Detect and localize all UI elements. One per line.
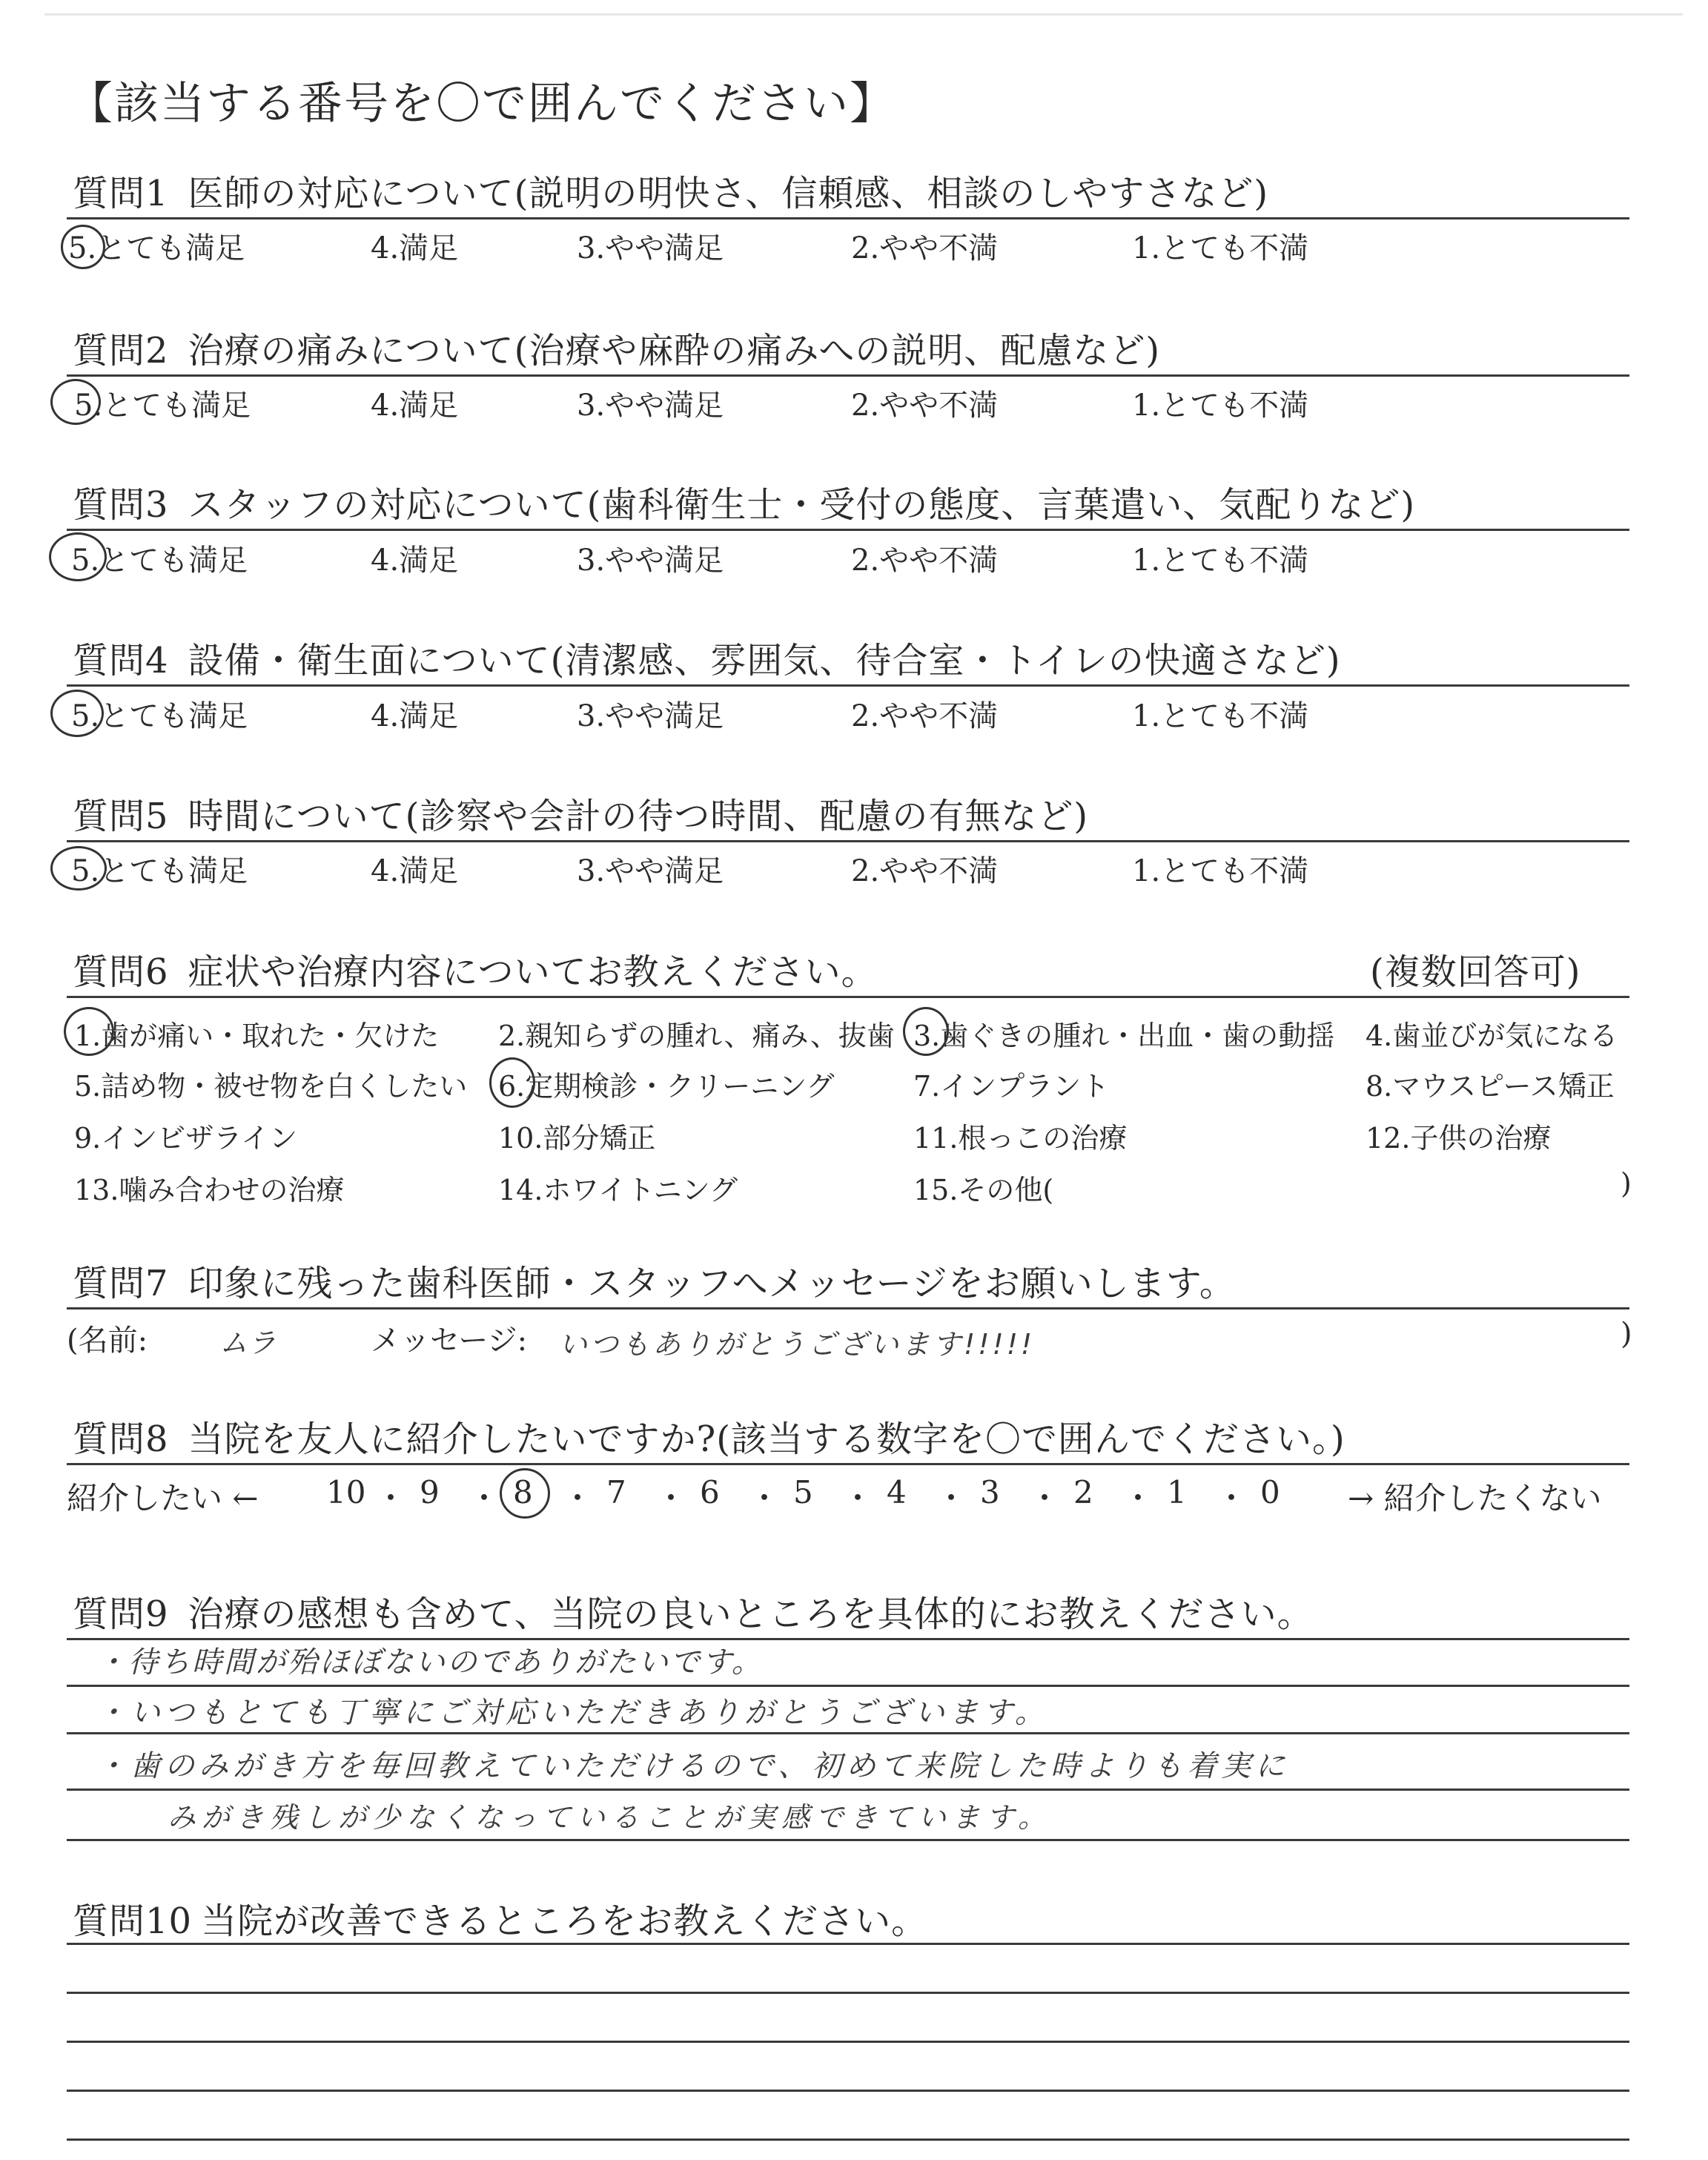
question-5-heading bbox=[73, 787, 1088, 839]
option-somewhat-satisfied[interactable]: 3.やや満足 bbox=[577, 389, 724, 423]
symptom-option-3[interactable]: 3.歯ぐきの腫れ・出血・歯の動揺 bbox=[913, 1020, 1335, 1052]
selection-circle bbox=[50, 690, 104, 737]
selection-circle bbox=[50, 846, 107, 891]
option-satisfied[interactable]: 4.満足 bbox=[371, 231, 459, 265]
question-7-rule bbox=[67, 1307, 1629, 1309]
symptom-option-9[interactable]: 9.インビザライン bbox=[74, 1122, 298, 1155]
question-3-heading bbox=[73, 476, 1415, 527]
option-very-dissatisfied[interactable]: 1.とても不満 bbox=[1132, 389, 1309, 423]
question-number: 質問3 bbox=[73, 484, 169, 526]
question-4-options bbox=[0, 693, 1708, 737]
question-5-rule bbox=[67, 840, 1629, 842]
scale-separator: ・ bbox=[655, 1480, 687, 1516]
option-satisfied[interactable]: 4.満足 bbox=[371, 544, 459, 578]
scale-value-3[interactable]: 3 bbox=[980, 1474, 1000, 1510]
question-text: 治療の痛みについて(治療や麻酔の痛みへの説明、配慮など) bbox=[188, 330, 1161, 371]
option-satisfied[interactable]: 4.満足 bbox=[371, 854, 459, 888]
question-text: 当院が改善できるところをお教えください。 bbox=[201, 1900, 928, 1942]
answer-line bbox=[67, 1685, 1629, 1687]
question-1-heading bbox=[73, 165, 1268, 216]
scale-separator: ・ bbox=[1216, 1480, 1248, 1516]
symptom-option-5[interactable]: 5.詰め物・被せ物を白くしたい bbox=[74, 1070, 468, 1103]
question-6-heading bbox=[73, 943, 878, 994]
question-text: 医師の対応について(説明の明快さ、信頼感、相談のしやすさなど) bbox=[188, 173, 1269, 214]
answer-line bbox=[67, 1992, 1629, 1994]
selection-circle bbox=[500, 1468, 550, 1519]
symptom-option-1[interactable]: 1.歯が痛い・取れた・欠けた bbox=[74, 1020, 440, 1052]
option-very-dissatisfied[interactable]: 1.とても不満 bbox=[1132, 231, 1309, 265]
option-somewhat-satisfied[interactable]: 3.やや満足 bbox=[577, 544, 724, 578]
question-number: 質問2 bbox=[73, 330, 169, 371]
scale-value-9[interactable]: 9 bbox=[420, 1474, 440, 1510]
message-label: メッセージ: bbox=[371, 1324, 528, 1358]
form-heading: 【該当する番号を〇で囲んでください】 bbox=[68, 78, 896, 130]
option-very-dissatisfied[interactable]: 1.とても不満 bbox=[1132, 699, 1309, 733]
question-number: 質問5 bbox=[73, 796, 169, 837]
question-number: 質問9 bbox=[73, 1593, 169, 1635]
symptom-option-6[interactable]: 6.定期検診・クリーニング bbox=[498, 1070, 835, 1103]
page-top-border bbox=[44, 13, 1683, 16]
selection-circle bbox=[49, 532, 107, 581]
option-very-satisfied[interactable]: 5.とても満足 bbox=[68, 231, 245, 265]
option-very-satisfied[interactable]: 5.とても満足 bbox=[71, 854, 248, 888]
option-satisfied[interactable]: 4.満足 bbox=[371, 699, 459, 733]
option-very-dissatisfied[interactable]: 1.とても不満 bbox=[1132, 854, 1309, 888]
symptom-option-10[interactable]: 10.部分矯正 bbox=[498, 1122, 656, 1155]
question-10-heading bbox=[73, 1892, 927, 1943]
good-point-answer-4[interactable]: みがき残しが少なくなっていることが実感できています。 bbox=[168, 1801, 1052, 1834]
question-text: スタッフの対応について(歯科衛生士・受付の態度、言葉遣い、気配りなど) bbox=[188, 484, 1416, 526]
question-2-heading bbox=[73, 322, 1160, 373]
scale-separator: ・ bbox=[562, 1480, 594, 1516]
scale-separator: ・ bbox=[842, 1480, 874, 1516]
option-very-dissatisfied[interactable]: 1.とても不満 bbox=[1132, 544, 1309, 578]
question-3-rule bbox=[67, 529, 1629, 531]
scale-value-10[interactable]: 10 bbox=[326, 1474, 366, 1510]
selection-circle bbox=[489, 1057, 535, 1108]
selection-circle bbox=[64, 1007, 114, 1056]
question-2-rule bbox=[67, 374, 1629, 377]
question-5-options bbox=[0, 848, 1708, 892]
scale-separator: ・ bbox=[936, 1480, 967, 1516]
symptom-option-14[interactable]: 14.ホワイトニング bbox=[498, 1174, 738, 1206]
option-somewhat-dissatisfied[interactable]: 2.やや不満 bbox=[851, 544, 999, 578]
question-text: 設備・衛生面について(清潔感、雰囲気、待合室・トイレの快適さなど) bbox=[188, 640, 1341, 681]
scale-value-0[interactable]: 0 bbox=[1260, 1474, 1280, 1510]
symptom-option-4[interactable]: 4.歯並びが気になる bbox=[1366, 1020, 1618, 1052]
option-somewhat-dissatisfied[interactable]: 2.やや不満 bbox=[851, 699, 999, 733]
recommend-right-label: → 紹介したくない bbox=[1348, 1480, 1602, 1516]
selection-circle bbox=[61, 225, 105, 269]
answer-line bbox=[67, 2138, 1629, 2141]
question-text: 症状や治療内容についてお教えください。 bbox=[188, 951, 878, 993]
selection-circle bbox=[903, 1007, 949, 1056]
answer-line bbox=[67, 1839, 1629, 1841]
option-somewhat-dissatisfied[interactable]: 2.やや不満 bbox=[851, 854, 999, 888]
name-value[interactable]: ムラ bbox=[219, 1327, 277, 1359]
scale-separator: ・ bbox=[375, 1480, 407, 1516]
answer-line bbox=[67, 2090, 1629, 2092]
option-very-satisfied[interactable]: 5.とても満足 bbox=[74, 389, 251, 423]
question-number: 質問7 bbox=[73, 1263, 169, 1304]
question-4-rule bbox=[67, 684, 1629, 687]
good-point-answer-1[interactable]: ・待ち時間が殆ほぼないのでありがたいです。 bbox=[96, 1645, 764, 1680]
question-7-heading bbox=[73, 1255, 1236, 1306]
scale-value-7[interactable]: 7 bbox=[606, 1474, 626, 1510]
question-text: 時間について(診察や会計の待つ時間、配慮の有無など) bbox=[188, 796, 1089, 837]
selection-circle bbox=[50, 379, 101, 425]
scale-separator: ・ bbox=[749, 1480, 781, 1516]
question-number: 質問10 bbox=[73, 1900, 193, 1942]
question-number: 質問1 bbox=[73, 173, 169, 214]
option-somewhat-satisfied[interactable]: 3.やや満足 bbox=[577, 699, 724, 733]
option-somewhat-dissatisfied[interactable]: 2.やや不満 bbox=[851, 389, 999, 423]
answer-line bbox=[67, 1789, 1629, 1791]
message-close-paren: ) bbox=[1621, 1317, 1632, 1351]
question-8-heading bbox=[73, 1410, 1345, 1462]
scale-separator: ・ bbox=[1029, 1480, 1061, 1516]
other-close-paren: ) bbox=[1621, 1167, 1632, 1200]
question-6-rule bbox=[67, 996, 1629, 998]
question-text: 治療の感想も含めて、当院の良いところを具体的にお教えください。 bbox=[188, 1593, 1314, 1635]
question-4-heading bbox=[73, 632, 1341, 683]
question-number: 質問8 bbox=[73, 1418, 169, 1460]
symptom-option-11[interactable]: 11.根っこの治療 bbox=[913, 1122, 1128, 1155]
answer-line bbox=[67, 1943, 1629, 1945]
question-3-options bbox=[0, 537, 1708, 581]
symptom-option-13[interactable]: 13.噛み合わせの治療 bbox=[74, 1174, 345, 1206]
scale-separator: ・ bbox=[1122, 1480, 1154, 1516]
question-1-options bbox=[0, 225, 1708, 269]
symptom-option-7[interactable]: 7.インプラント bbox=[913, 1070, 1110, 1103]
question-number: 質問4 bbox=[73, 640, 169, 681]
option-satisfied[interactable]: 4.満足 bbox=[371, 389, 459, 423]
scale-value-2[interactable]: 2 bbox=[1073, 1474, 1093, 1510]
question-9-heading bbox=[73, 1585, 1314, 1636]
scale-value-5[interactable]: 5 bbox=[793, 1474, 813, 1510]
option-somewhat-satisfied[interactable]: 3.やや満足 bbox=[577, 854, 724, 888]
recommend-left-label: 紹介したい ← bbox=[67, 1480, 259, 1516]
good-point-answer-3[interactable]: ・歯のみがき方を毎回教えていただけるので、初めて来院した時よりも着実に bbox=[96, 1749, 1290, 1783]
symptom-option-2[interactable]: 2.親知らずの腫れ、痛み、抜歯 bbox=[498, 1020, 895, 1052]
multiple-answers-note: (複数回答可) bbox=[1370, 951, 1581, 993]
option-very-satisfied[interactable]: 5.とても満足 bbox=[71, 544, 248, 578]
message-value[interactable]: いつもありがとうございます!!!!! bbox=[559, 1328, 1036, 1361]
question-8-rule bbox=[67, 1463, 1629, 1465]
answer-line bbox=[67, 2041, 1629, 2043]
scale-value-6[interactable]: 6 bbox=[700, 1474, 720, 1510]
option-somewhat-satisfied[interactable]: 3.やや満足 bbox=[577, 231, 724, 265]
scale-value-4[interactable]: 4 bbox=[887, 1474, 907, 1510]
option-very-satisfied[interactable]: 5.とても満足 bbox=[71, 699, 248, 733]
scale-value-8[interactable]: 8 bbox=[513, 1474, 533, 1510]
option-somewhat-dissatisfied[interactable]: 2.やや不満 bbox=[851, 231, 999, 265]
question-text: 印象に残った歯科医師・スタッフへメッセージをお願いします。 bbox=[188, 1263, 1236, 1304]
good-point-answer-2[interactable]: ・いつもとても丁寧にご対応いただきありがとうございます。 bbox=[96, 1696, 1049, 1730]
answer-line bbox=[67, 1732, 1629, 1734]
symptom-option-12[interactable]: 12.子供の治療 bbox=[1366, 1122, 1552, 1155]
name-label: (名前: bbox=[67, 1324, 148, 1358]
question-1-rule bbox=[67, 217, 1629, 219]
symptom-option-8[interactable]: 8.マウスピース矯正 bbox=[1366, 1070, 1615, 1103]
question-2-options bbox=[0, 382, 1708, 426]
symptom-option-15[interactable]: 15.その他( bbox=[913, 1174, 1054, 1206]
scale-separator: ・ bbox=[469, 1480, 500, 1516]
question-number: 質問6 bbox=[73, 951, 169, 993]
question-text: 当院を友人に紹介したいですか?(該当する数字を〇で囲んでください。) bbox=[188, 1418, 1345, 1460]
scale-value-1[interactable]: 1 bbox=[1167, 1474, 1187, 1510]
